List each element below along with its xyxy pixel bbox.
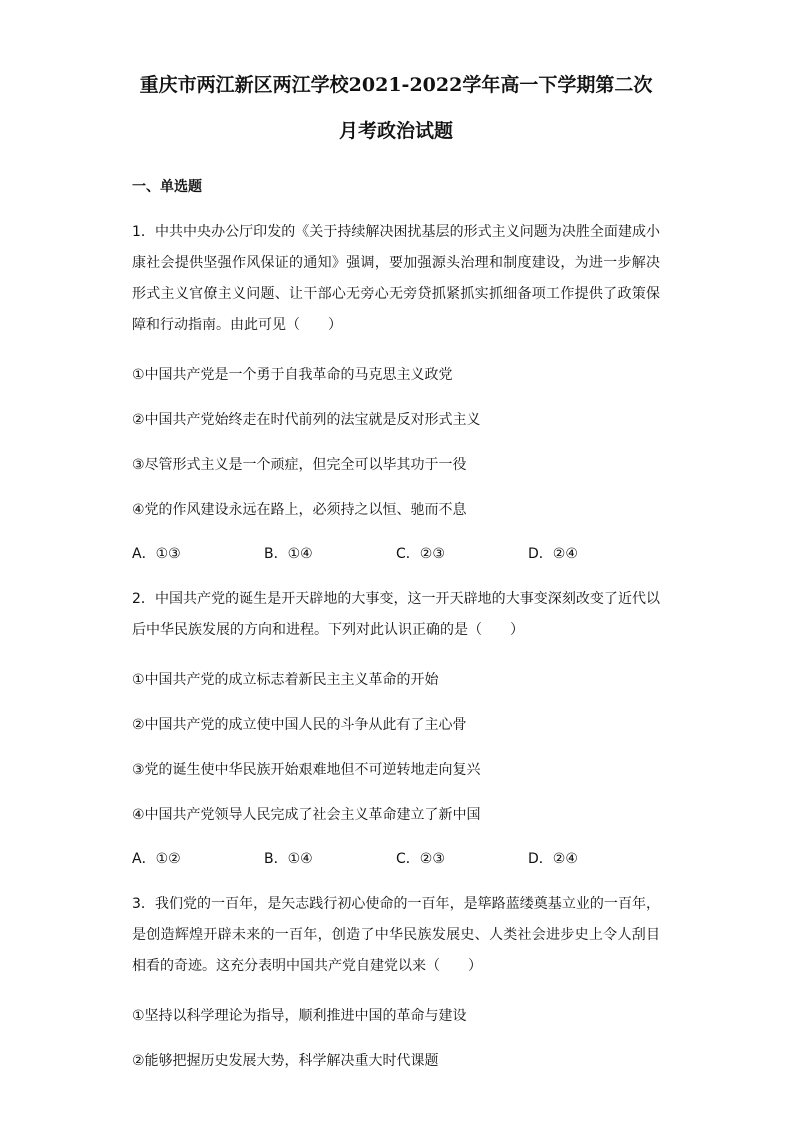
title-line-1: 重庆市两江新区两江学校2021-2022学年高一下学期第二次 xyxy=(139,74,653,96)
choice-d: D．②④ xyxy=(528,546,578,562)
question-text: 3．我们党的一百年，是矢志践行初心使命的一百年，是筚路蓝缕奠基立业的一百年，是创造辉煌开辟未来的一百年，创造了中华民族发展史、人类社会进步史上令人刮目相看的奇迹。这充分表明中国共产党自建党以来（ ） xyxy=(132,896,660,974)
answer-choices xyxy=(132,848,660,870)
statement-option: ①坚持以科学理论为指导，顺利推进中国的革命与建设 xyxy=(132,1008,467,1024)
choice-c: C．②③ xyxy=(396,851,445,867)
statement-option: ①中国共产党的成立标志着新民主主义革命的开始 xyxy=(132,672,439,688)
question-1 xyxy=(132,217,660,565)
answer-choices xyxy=(132,543,660,565)
choice-a: A．①③ xyxy=(132,546,181,562)
question-2 xyxy=(132,584,660,870)
statement-option: ④中国共产党领导人民完成了社会主义革命建立了新中国 xyxy=(132,807,481,823)
choice-d: D．②④ xyxy=(528,851,578,867)
title-line-2: 月考政治试题 xyxy=(338,120,453,142)
statement-option: ①中国共产党是一个勇于自我革命的马克思主义政党 xyxy=(132,367,453,383)
choice-b: B．①④ xyxy=(264,851,313,867)
choice-a: A．①② xyxy=(132,851,181,867)
statement-option: ④党的作风建设永远在路上，必须持之以恒、驰而不息 xyxy=(132,502,467,518)
question-3 xyxy=(132,889,660,1072)
statement-option: ②中国共产党始终走在时代前列的法宝就是反对形式主义 xyxy=(132,412,481,428)
question-text: 2．中国共产党的诞生是开天辟地的大事变，这一开天辟地的大事变深刻改变了近代以后中华民族发展的方向和进程。下列对此认识正确的是（ ） xyxy=(132,591,660,638)
statement-option: ③尽管形式主义是一个顽症，但完全可以毕其功于一役 xyxy=(132,457,467,473)
statement-option: ②中国共产党的成立使中国人民的斗争从此有了主心骨 xyxy=(132,717,467,733)
choice-c: C．②③ xyxy=(396,546,445,562)
statement-option: ②能够把握历史发展大势，科学解决重大时代课题 xyxy=(132,1053,439,1069)
choice-b: B．①④ xyxy=(264,546,313,562)
question-text: 1．中共中央办公厅印发的《关于持续解决困扰基层的形式主义问题为决胜全面建成小康社会提供坚强作风保证的通知》强调，要加强源头治理和制度建设，为进一步解决形式主义官僚主义问题、让干部心无旁心无旁贷抓紧抓实抓细备项工作提供了政策保障和行动指南。由此可见（ ） xyxy=(132,224,660,333)
document-title xyxy=(132,62,660,154)
statement-option: ③党的诞生使中华民族开始艰难地但不可逆转地走向复兴 xyxy=(132,762,481,778)
section-heading: 一、单选题 xyxy=(132,179,202,195)
